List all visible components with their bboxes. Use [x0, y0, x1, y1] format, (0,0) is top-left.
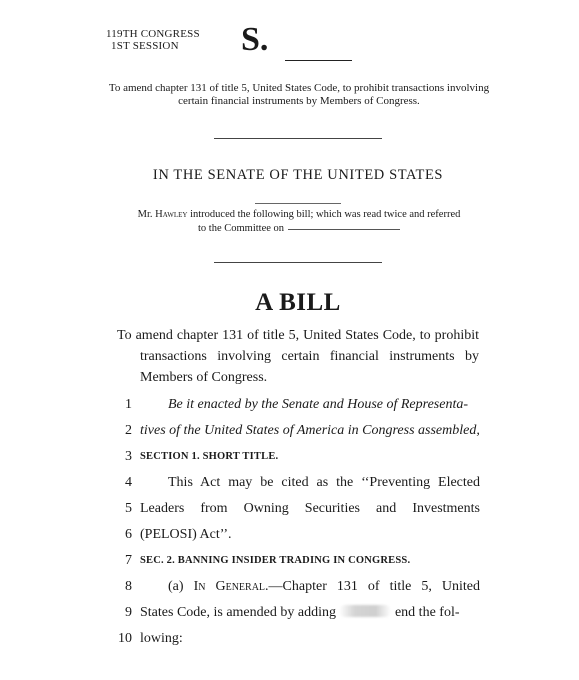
line-number: 6: [125, 527, 132, 542]
purpose-summary: To amend chapter 131 of title 5, United States Code, to prohibit transactions involving certain financial instruments by Members of Congress.: [108, 82, 490, 107]
bill-purpose: To amend chapter 131 of title 5, United States Code, to prohibit transactions involving certain financial instruments by Members of Congress.: [117, 328, 479, 385]
congress-label: 119TH CONGRESS: [106, 28, 200, 40]
sponsor-name: Hawley: [155, 209, 188, 220]
line-number: 1: [125, 397, 132, 412]
document-title: A BILL: [255, 289, 341, 316]
divider-rule-short: [255, 203, 341, 204]
section-text: Leaders from Owning Securities and Investments: [140, 501, 480, 516]
blurred-text: [339, 605, 391, 617]
subsection-text: States Code, is amended by adding: [140, 605, 336, 620]
line-number: 9: [125, 605, 132, 620]
subsection-heading: In General.: [193, 579, 269, 594]
line-number: 2: [125, 423, 132, 438]
congress-session-block: [106, 28, 200, 52]
section-text: (PELOSI) Act’’.: [140, 527, 232, 542]
subsection-line: [140, 604, 480, 622]
enacting-clause: Be it enacted by the Senate and House of Representa-: [168, 397, 468, 412]
line-number: 7: [125, 553, 132, 568]
sponsor-prefix: Mr.: [137, 209, 153, 220]
subsection-text: —Chapter 131 of title 5, United: [268, 579, 481, 594]
bill-number-blank: [285, 60, 352, 61]
section-text: This Act may be cited as the ‘‘Preventing Elected: [168, 475, 480, 490]
line-number: 10: [118, 631, 132, 646]
line-number: 4: [125, 475, 132, 490]
line-number: 5: [125, 501, 132, 516]
section-heading: SECTION 1. SHORT TITLE.: [140, 451, 279, 462]
session-label: 1ST SESSION: [111, 40, 179, 52]
line-number: 3: [125, 449, 132, 464]
bill-number-prefix: S.: [241, 21, 269, 58]
subsection-text: end the fol-: [394, 605, 460, 620]
subsection-line: [168, 578, 480, 596]
intro-text: introduced the following bill; which was read twice and referred: [190, 209, 461, 220]
subsection-label: (a): [168, 579, 184, 594]
committee-blank: [288, 229, 400, 230]
divider-rule: [214, 138, 382, 139]
committee-text: to the Committee on: [197, 223, 285, 234]
chamber-heading: IN THE SENATE OF THE UNITED STATES: [152, 167, 444, 183]
subsection-text: lowing:: [140, 631, 183, 646]
introduction-statement: [95, 208, 503, 236]
divider-rule: [214, 262, 382, 263]
line-number: 8: [125, 579, 132, 594]
section-heading: SEC. 2. BANNING INSIDER TRADING IN CONGRESS.: [140, 555, 411, 566]
enacting-clause-cont: tives of the United States of America in Congress assembled,: [140, 423, 480, 438]
